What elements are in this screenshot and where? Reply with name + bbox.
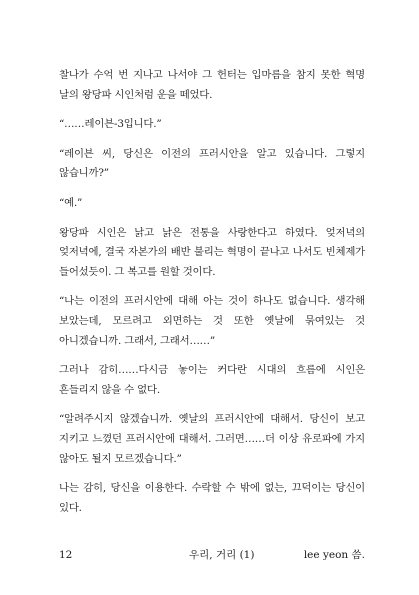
running-title: 우리, 거리 (1) bbox=[189, 549, 255, 561]
body-text bbox=[59, 66, 365, 528]
page-number: 12 bbox=[59, 549, 73, 561]
paragraph-8: “알려주시지 않겠습니까. 옛날의 프러시안에 대해서. 당신이 보고 지키고 느꼈던 프러시안에 대해서. 그러면……더 이상 유로파에 가지 않아도 될지 모르겠습니다.” bbox=[59, 413, 365, 465]
paragraph-7: 그러나 감히……다시금 놓이는 커다란 시대의 흐름에 시인은 흔들리지 않을 수 없다. bbox=[59, 364, 365, 396]
paragraph-9: 나는 감히, 당신을 이용한다. 수락할 수 밖에 없는, 끄덕이는 당신이 있다. bbox=[59, 482, 365, 514]
paragraph-6: “나는 이전의 프러시안에 대해 아는 것이 하나도 없습니다. 생각해 보았는데, 모르려고 외면하는 것 또한 옛날에 묶여있는 것 아니겠습니까. 그래서, 그래서……” bbox=[59, 295, 365, 347]
paragraph-1: 찰나가 수억 번 지나고 나서야 그 헌터는 입마름을 참지 못한 혁명 날의 왕당파 시인처럼 운을 떼었다. bbox=[59, 69, 365, 101]
paragraph-5: 왕당파 시인은 낡고 낡은 전통을 사랑한다고 하였다. 엊저녁의 엊저녁에, 결국 자본가의 배반 불리는 혁명이 끝나고 나서도 빈체제가 들어섰듯이. 그 복고를 원할 것이다. bbox=[59, 226, 365, 278]
paragraph-2: “……레이븐-3입니다.” bbox=[59, 118, 162, 131]
page-footer bbox=[59, 545, 365, 565]
paragraph-4: “예.” bbox=[59, 196, 83, 209]
paragraph-3: “레이븐 씨, 당신은 이전의 프러시안을 알고 있습니다. 그렇지 않습니까?” bbox=[59, 147, 365, 180]
author-credit: lee yeon 씀. bbox=[303, 549, 365, 561]
